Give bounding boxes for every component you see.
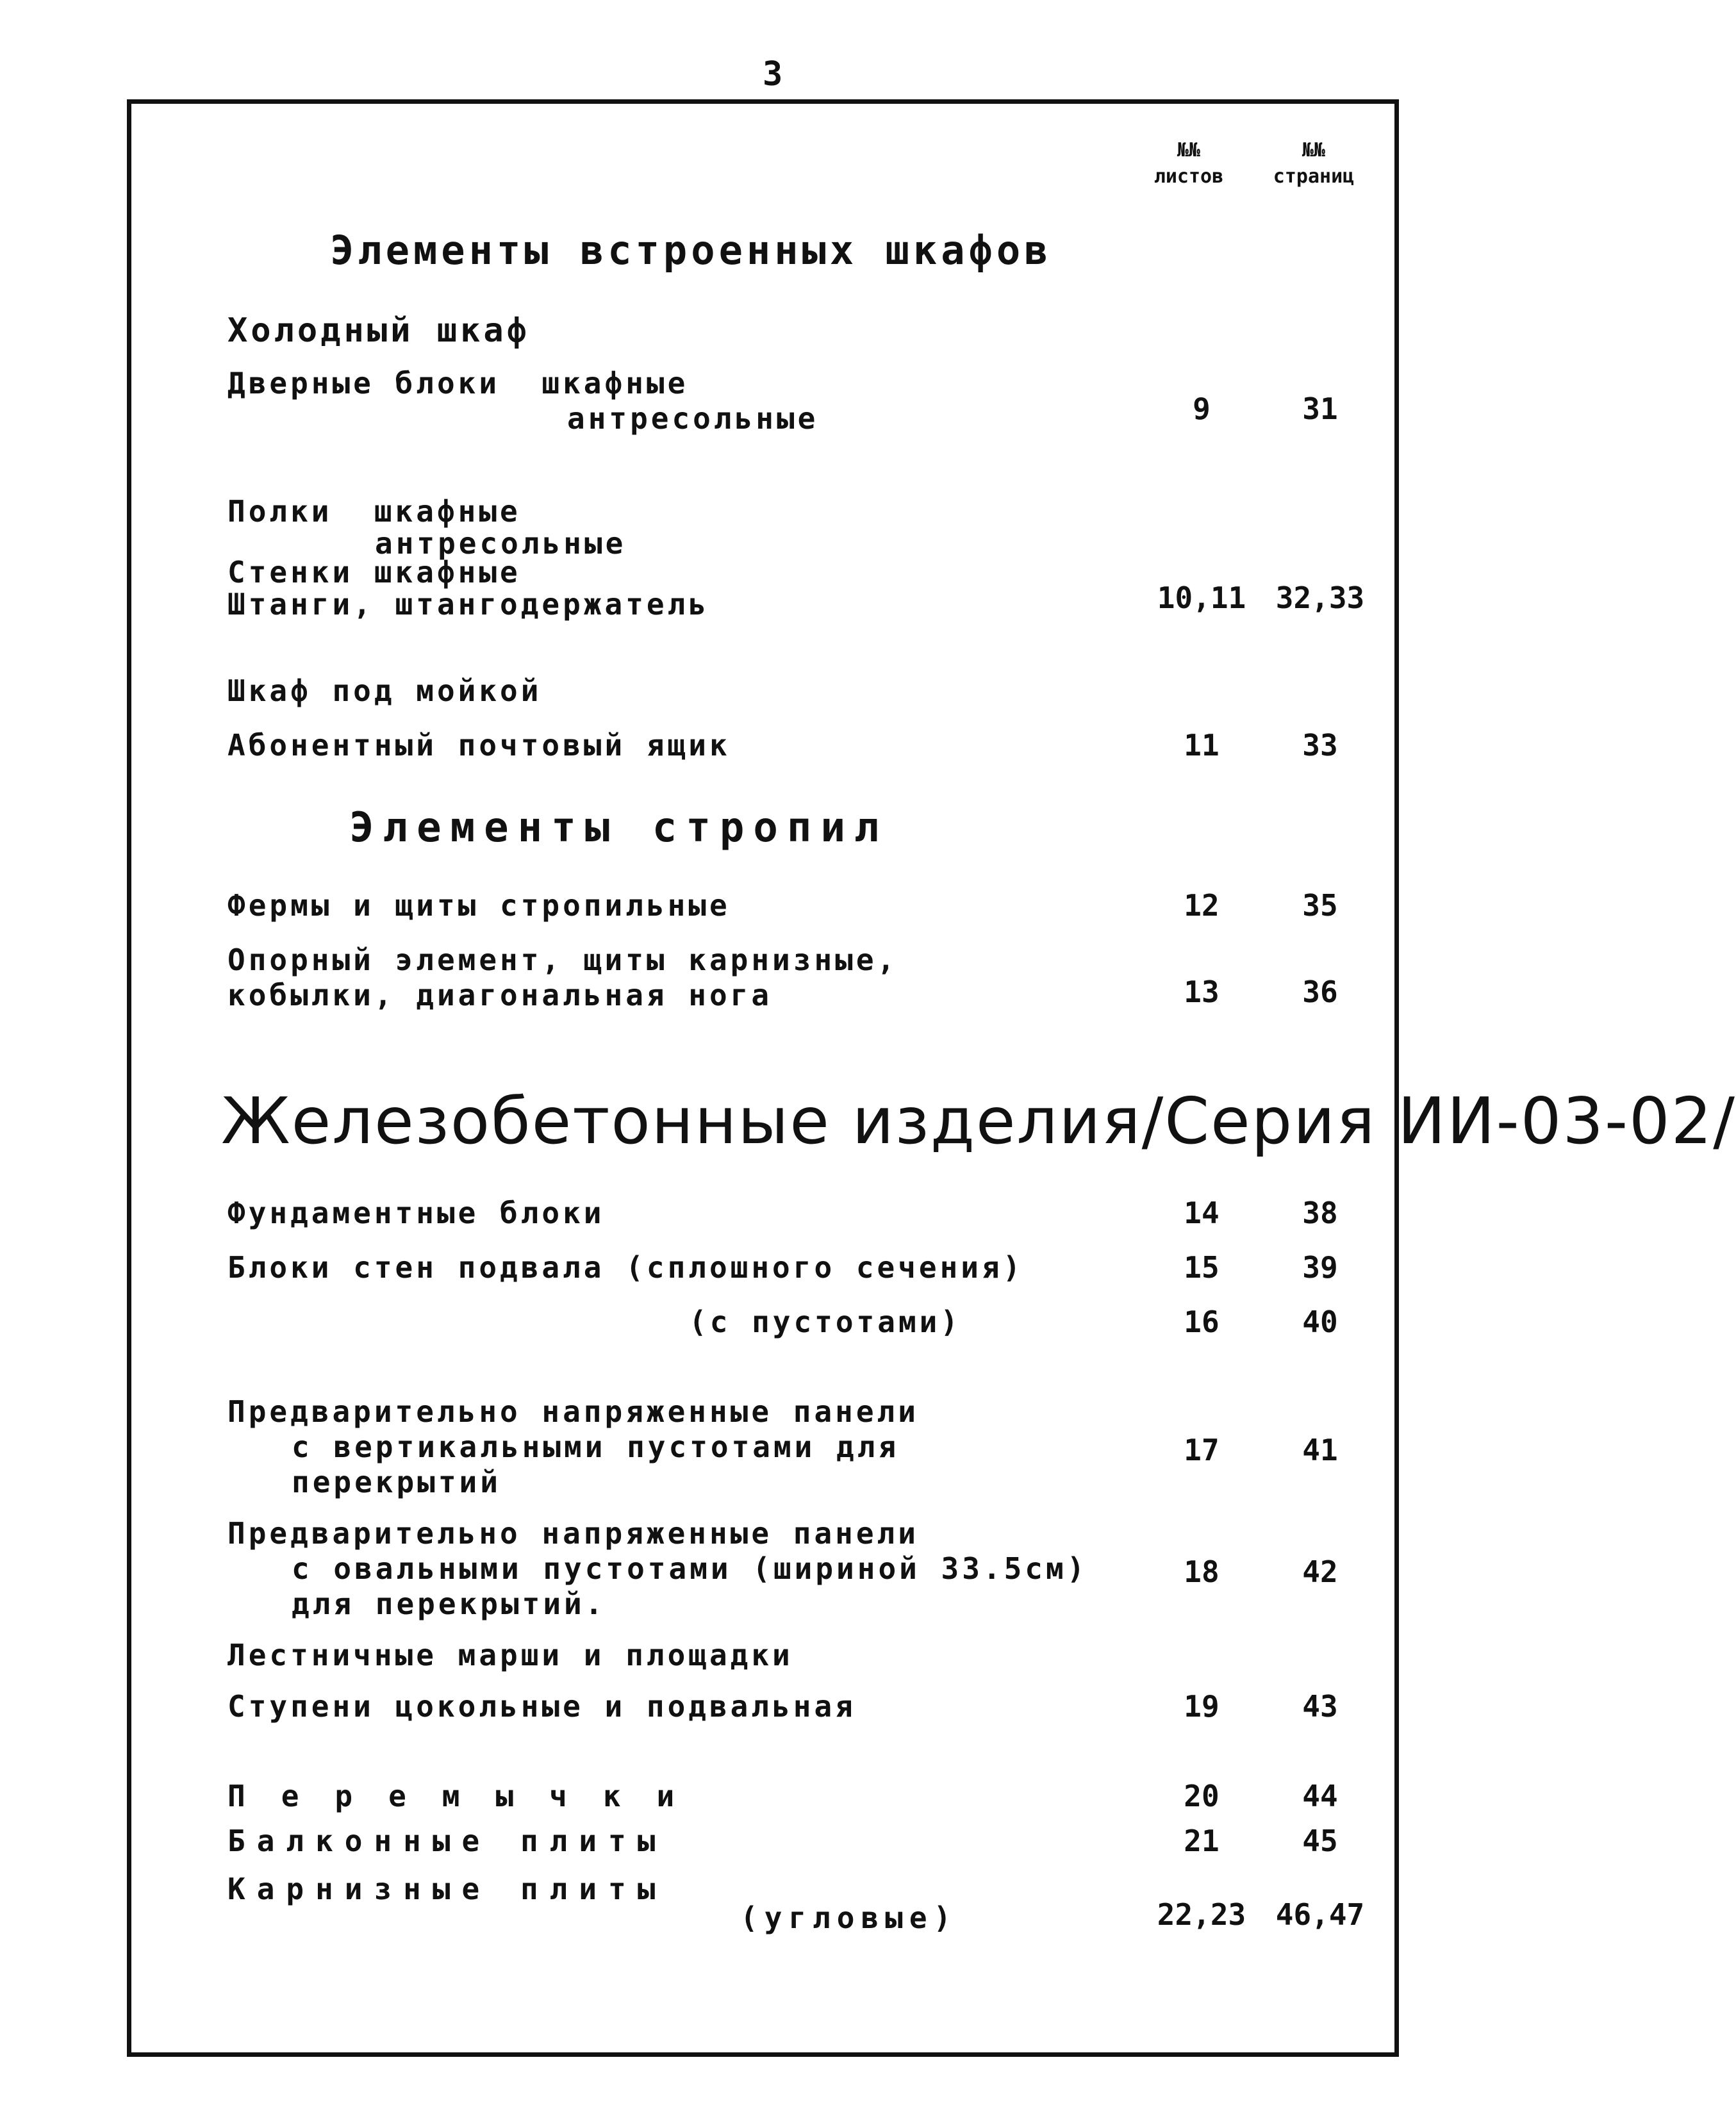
item-rods: Штанги, штангодержатель	[227, 587, 709, 622]
sheets-lintels: 20	[1184, 1779, 1219, 1813]
sheets-cornice-slabs: 22,23	[1157, 1897, 1246, 1932]
pages-balcony-slabs: 45	[1302, 1824, 1338, 1858]
item-prestressed-oval: Предварительно напряженные панели	[227, 1516, 919, 1551]
item-prestressed-oval-line2: с овальными пустотами (шириной 33.5см)	[292, 1551, 1088, 1586]
sheets-prestressed-vertical: 17	[1184, 1433, 1219, 1467]
item-shelves-line2: антресольные	[375, 526, 627, 561]
item-basement-wall-blocks: Блоки стен подвала (сплошного сечения)	[227, 1250, 1024, 1285]
item-support-element: Опорный элемент, щиты карнизные,	[227, 943, 898, 977]
header-sheets: №№ листов	[1153, 139, 1224, 188]
pages-mailbox: 33	[1302, 728, 1338, 763]
item-stair-flights: Лестничные марши и площадки	[227, 1638, 793, 1672]
sheets-door-blocks: 9	[1193, 392, 1211, 426]
item-trusses: Фермы и щиты стропильные	[227, 888, 731, 923]
item-cornice-slabs-corner: (угловые)	[740, 1901, 958, 1935]
item-prestressed-vertical: Предварительно напряженные панели	[227, 1394, 919, 1429]
sheets-shelves: 10,11	[1157, 581, 1246, 615]
pages-lintels: 44	[1302, 1779, 1338, 1813]
sheets-support-element: 13	[1184, 975, 1219, 1009]
sheets-mailbox: 11	[1184, 728, 1219, 763]
item-door-blocks-line2: антресольные	[567, 401, 819, 436]
pages-trusses: 35	[1302, 888, 1338, 923]
item-foundation-blocks: Фундаментные блоки	[227, 1196, 605, 1230]
section-title-reinforced-concrete: Железобетонные изделия/Серия ИИ-03-02/	[221, 1084, 1736, 1158]
sheets-steps: 19	[1184, 1689, 1219, 1724]
pages-support-element: 36	[1302, 975, 1338, 1009]
item-steps: Ступени цокольные и подвальная	[227, 1689, 856, 1724]
item-cornice-slabs: Карнизные плиты	[227, 1872, 667, 1906]
item-prestressed-oval-line3: для перекрытий.	[292, 1587, 606, 1621]
section-title-built-in-closets: Элементы встроенных шкафов	[330, 227, 1052, 274]
item-walls: Стенки шкафные	[227, 555, 521, 590]
pages-prestressed-oval: 42	[1302, 1554, 1338, 1589]
item-lintels: Перемычки	[227, 1779, 711, 1813]
pages-door-blocks: 31	[1302, 392, 1338, 426]
section-title-rafters: Элементы стропил	[349, 804, 888, 852]
pages-foundation-blocks: 38	[1302, 1196, 1338, 1230]
sheets-hollow-blocks: 16	[1184, 1305, 1219, 1339]
item-shelves: Полки шкафные	[227, 494, 521, 529]
item-support-element-line2: кобылки, диагональная нога	[227, 978, 773, 1012]
pages-basement-wall-blocks: 39	[1302, 1250, 1338, 1285]
pages-hollow-blocks: 40	[1302, 1305, 1338, 1339]
item-prestressed-vertical-line3: перекрытий	[292, 1465, 501, 1499]
sheets-basement-wall-blocks: 15	[1184, 1250, 1219, 1285]
sheets-foundation-blocks: 14	[1184, 1196, 1219, 1230]
page-number: 3	[763, 55, 783, 94]
item-prestressed-vertical-line2: с вертикальными пустотами для	[292, 1430, 900, 1464]
pages-shelves: 32,33	[1275, 581, 1365, 615]
item-door-blocks: Дверные блоки шкафные	[227, 366, 689, 400]
sheets-trusses: 12	[1184, 888, 1219, 923]
item-mailbox: Абонентный почтовый ящик	[227, 728, 731, 763]
pages-cornice-slabs: 46,47	[1275, 1897, 1365, 1932]
item-balcony-slabs: Балконные плиты	[227, 1824, 667, 1858]
subsection-cold-closet: Холодный шкаф	[227, 311, 530, 350]
sheets-balcony-slabs: 21	[1184, 1824, 1219, 1858]
pages-prestressed-vertical: 41	[1302, 1433, 1338, 1467]
pages-steps: 43	[1302, 1689, 1338, 1724]
item-sink-cabinet: Шкаф под мойкой	[227, 673, 542, 708]
sheets-prestressed-oval: 18	[1184, 1554, 1219, 1589]
header-pages: №№ страниц	[1273, 139, 1355, 188]
item-hollow-blocks: (с пустотами)	[689, 1305, 962, 1339]
